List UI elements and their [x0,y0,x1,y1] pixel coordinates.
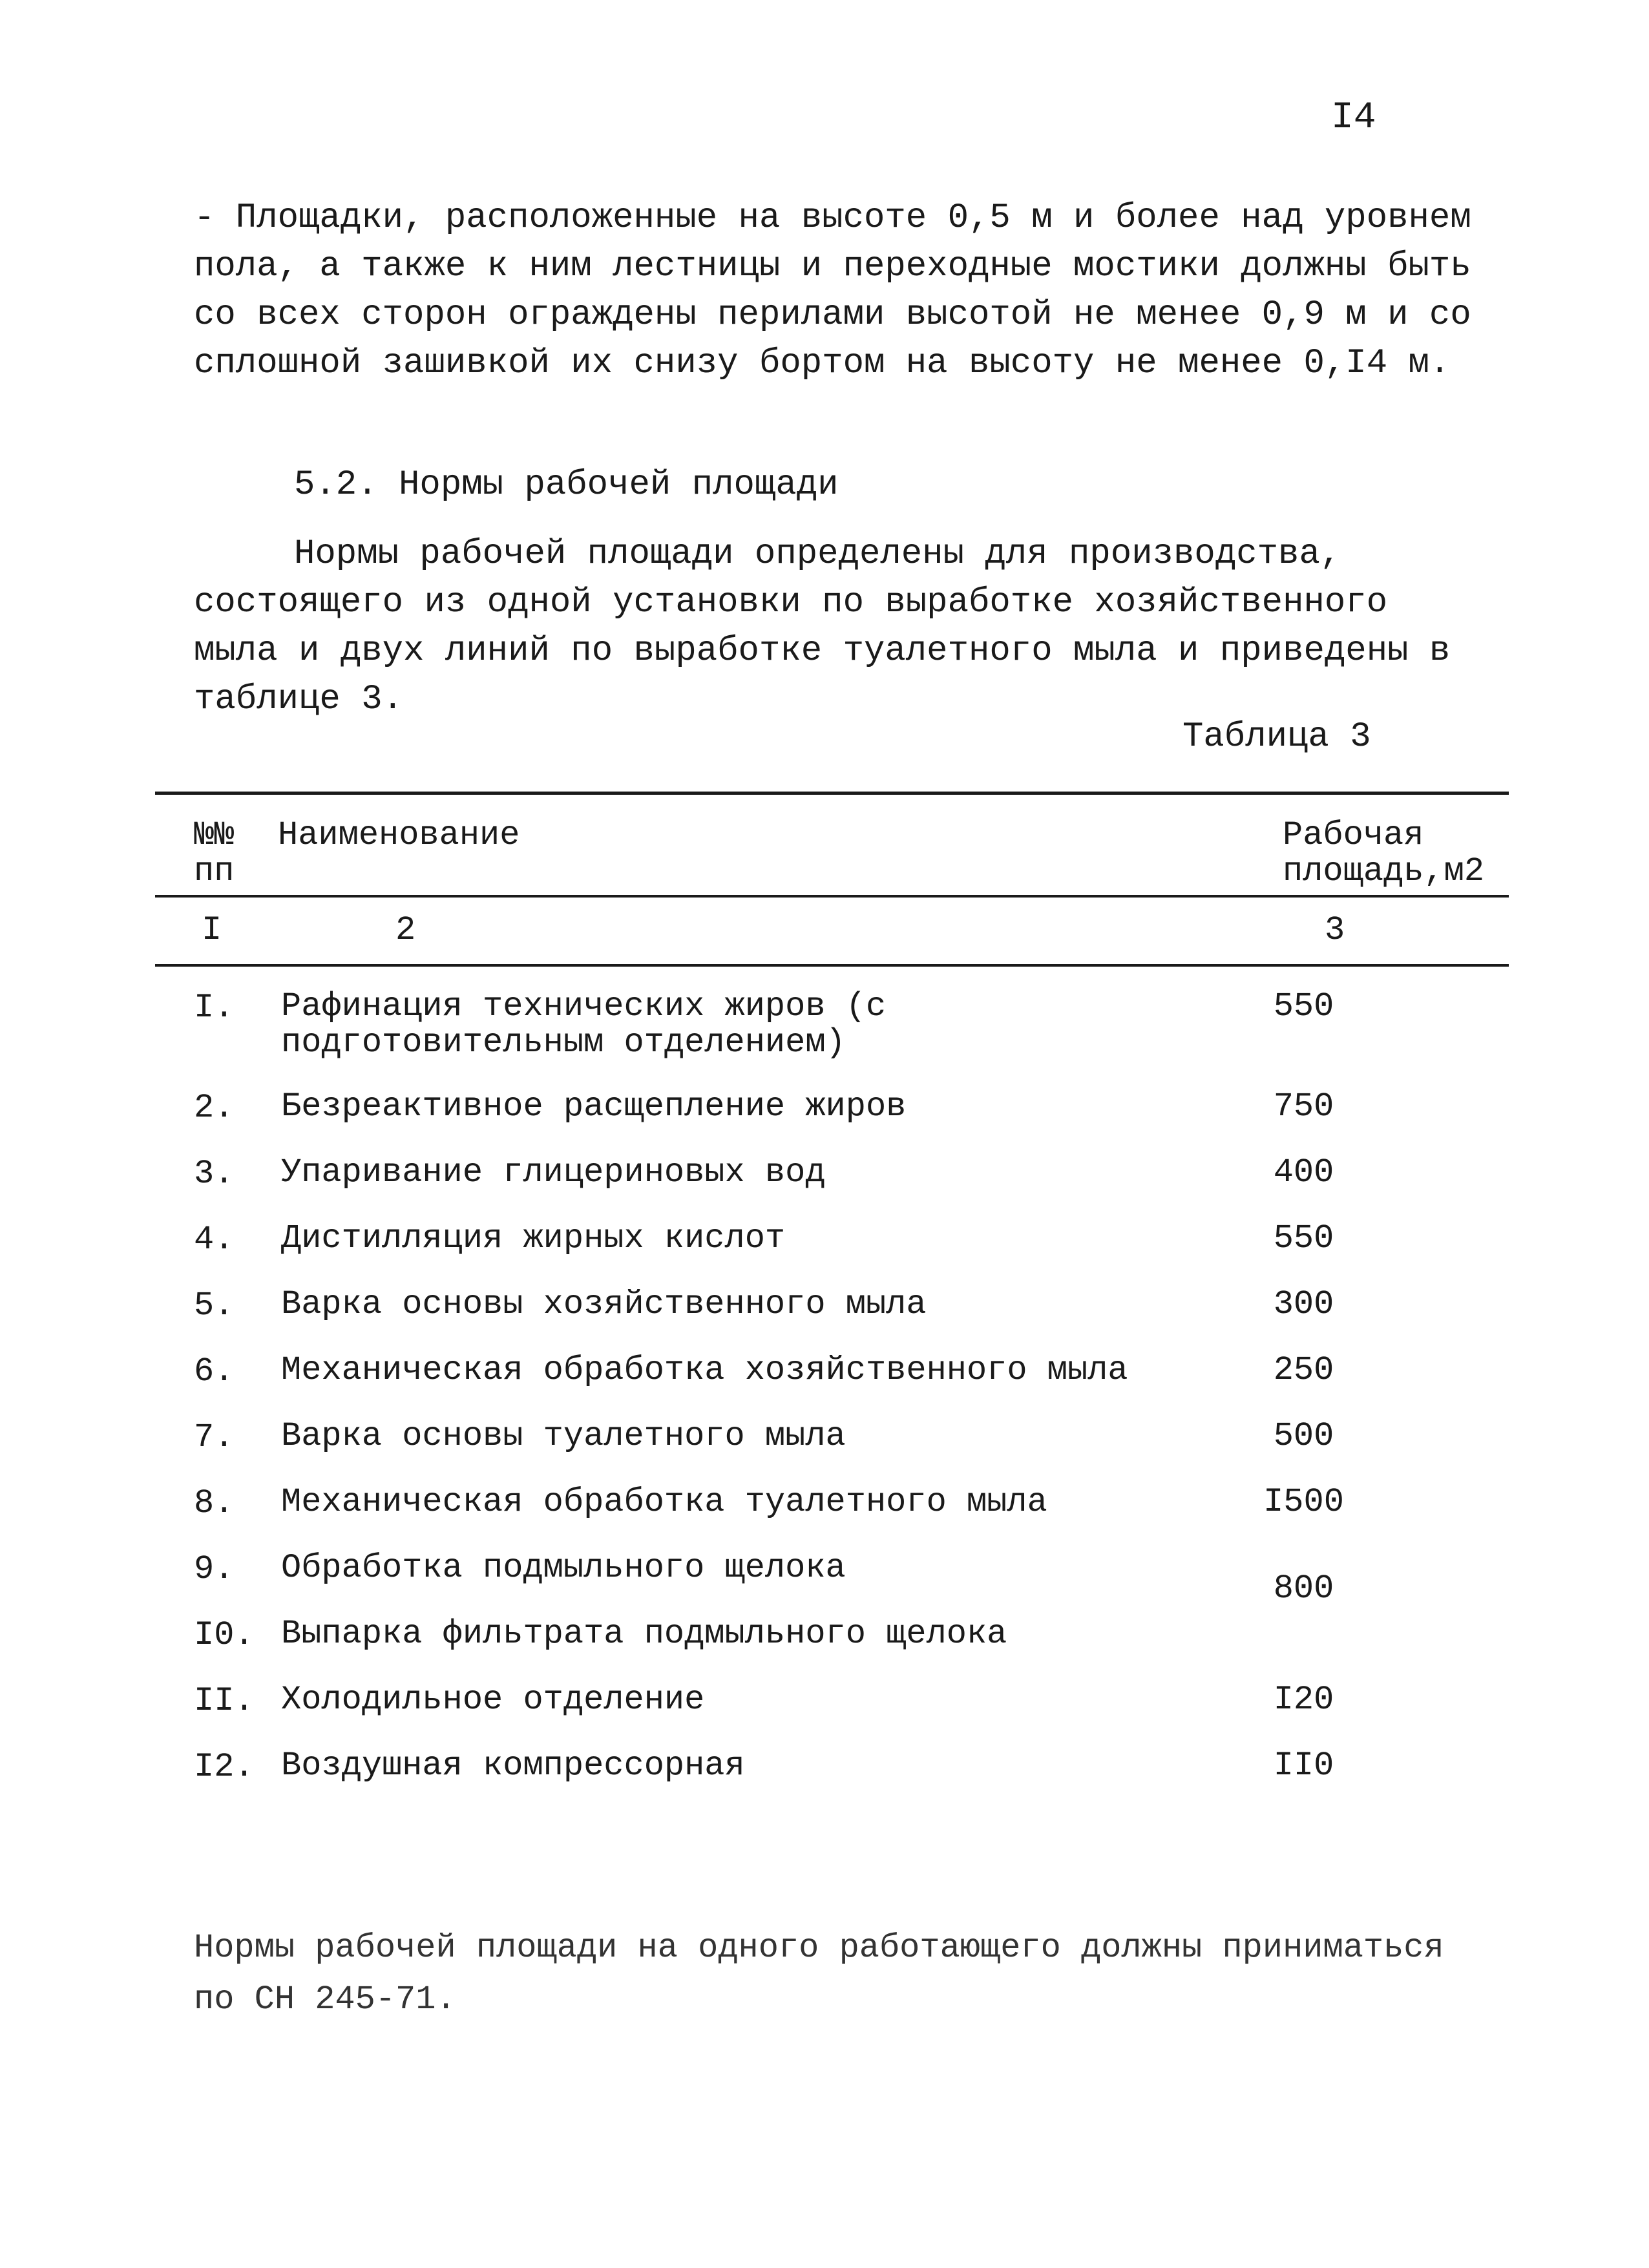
row-area: 750 [1273,1087,1334,1126]
table-colnum-rule [155,964,1509,967]
table-row [194,1155,1422,1221]
row-area: 400 [1273,1153,1334,1192]
row-number: I. [194,989,235,1027]
table-row [194,1748,1422,1814]
row-number: 9. [194,1550,235,1588]
row-name: Выпарка фильтрата подмыльного щелока [281,1615,1007,1653]
table-row [194,1616,1422,1682]
row-name: Механическая обработка туалетного мыла [281,1483,1047,1521]
row-number: 2. [194,1089,235,1127]
row-number: 3. [194,1155,235,1193]
table-row [194,1682,1422,1748]
table-row [194,1221,1422,1286]
row-number: 8. [194,1484,235,1522]
row-number: II. [194,1682,255,1720]
row-number: I0. [194,1616,255,1654]
table-row [194,1352,1422,1418]
row-number: 6. [194,1352,235,1391]
row-area: I20 [1273,1681,1334,1719]
section-heading: 5.2. Нормы рабочей площади [294,465,839,505]
row-area: 300 [1273,1285,1334,1323]
row-number: 5. [194,1286,235,1325]
row-name: Воздушная компрессорная [281,1747,745,1785]
row-name: Холодильное отделение [281,1681,705,1719]
table-header-rule [155,895,1509,898]
row-name: Рафинация технических жиров (с подготовительным отделением) [281,987,887,1062]
table-caption: Таблица 3 [1182,717,1371,757]
header-num: №№ пп [194,816,235,890]
row-name: Механическая обработка хозяйственного мыла [281,1351,1128,1389]
work-area-table [194,989,1422,1814]
column-number-3: 3 [1325,911,1345,949]
row-area: 250 [1273,1351,1334,1389]
column-number-1: I [202,911,222,949]
row-area: 550 [1273,987,1334,1025]
row-name: Упаривание глицериновых вод [281,1153,826,1192]
intro-paragraph: - Площадки, расположенные на высоте 0,5 м и более над уровнем пола, а также к ним лестницы и переходные мостики должны быть со всех сторон ограждены перилами высотой не менее 0,9 м и со сплошной зашивкой их снизу бортом на высоту не менее 0,I4 м. [194,198,1471,383]
row-name: Дистилляция жирных кислот [281,1219,786,1257]
row-area: II0 [1273,1747,1334,1785]
row-name: Варка основы хозяйственного мыла [281,1285,927,1323]
table-row [194,1484,1422,1550]
table-row [194,1418,1422,1484]
row-area: 800 [1273,1570,1334,1608]
table-top-rule [155,792,1509,795]
row-number: I2. [194,1748,255,1786]
header-area: Рабочая площадь,м2 [1283,816,1485,890]
row-name: Варка основы туалетного мыла [281,1417,846,1455]
table-row [194,989,1422,1089]
row-name: Обработка подмыльного щелока [281,1549,846,1587]
table-row [194,1089,1422,1155]
table-row [194,1286,1422,1352]
page-number: I4 [1331,97,1376,139]
header-name: Наименование [278,816,520,854]
row-number: 4. [194,1221,235,1259]
row-area: 550 [1273,1219,1334,1257]
row-number: 7. [194,1418,235,1456]
section-paragraph: Нормы рабочей площади определены для производства, состоящего из одной установки по выработке хозяйственного мыла и двух линий по выработке туалетного мыла и приведены в таблице 3. [194,534,1451,719]
column-number-2: 2 [395,911,416,949]
row-area: 500 [1273,1417,1334,1455]
row-name: Безреактивное расщепление жиров [281,1087,907,1126]
row-area: I500 [1263,1483,1344,1521]
footnote: Нормы рабочей площади на одного работающего должны приниматься по СН 245-71. [194,1929,1444,2019]
